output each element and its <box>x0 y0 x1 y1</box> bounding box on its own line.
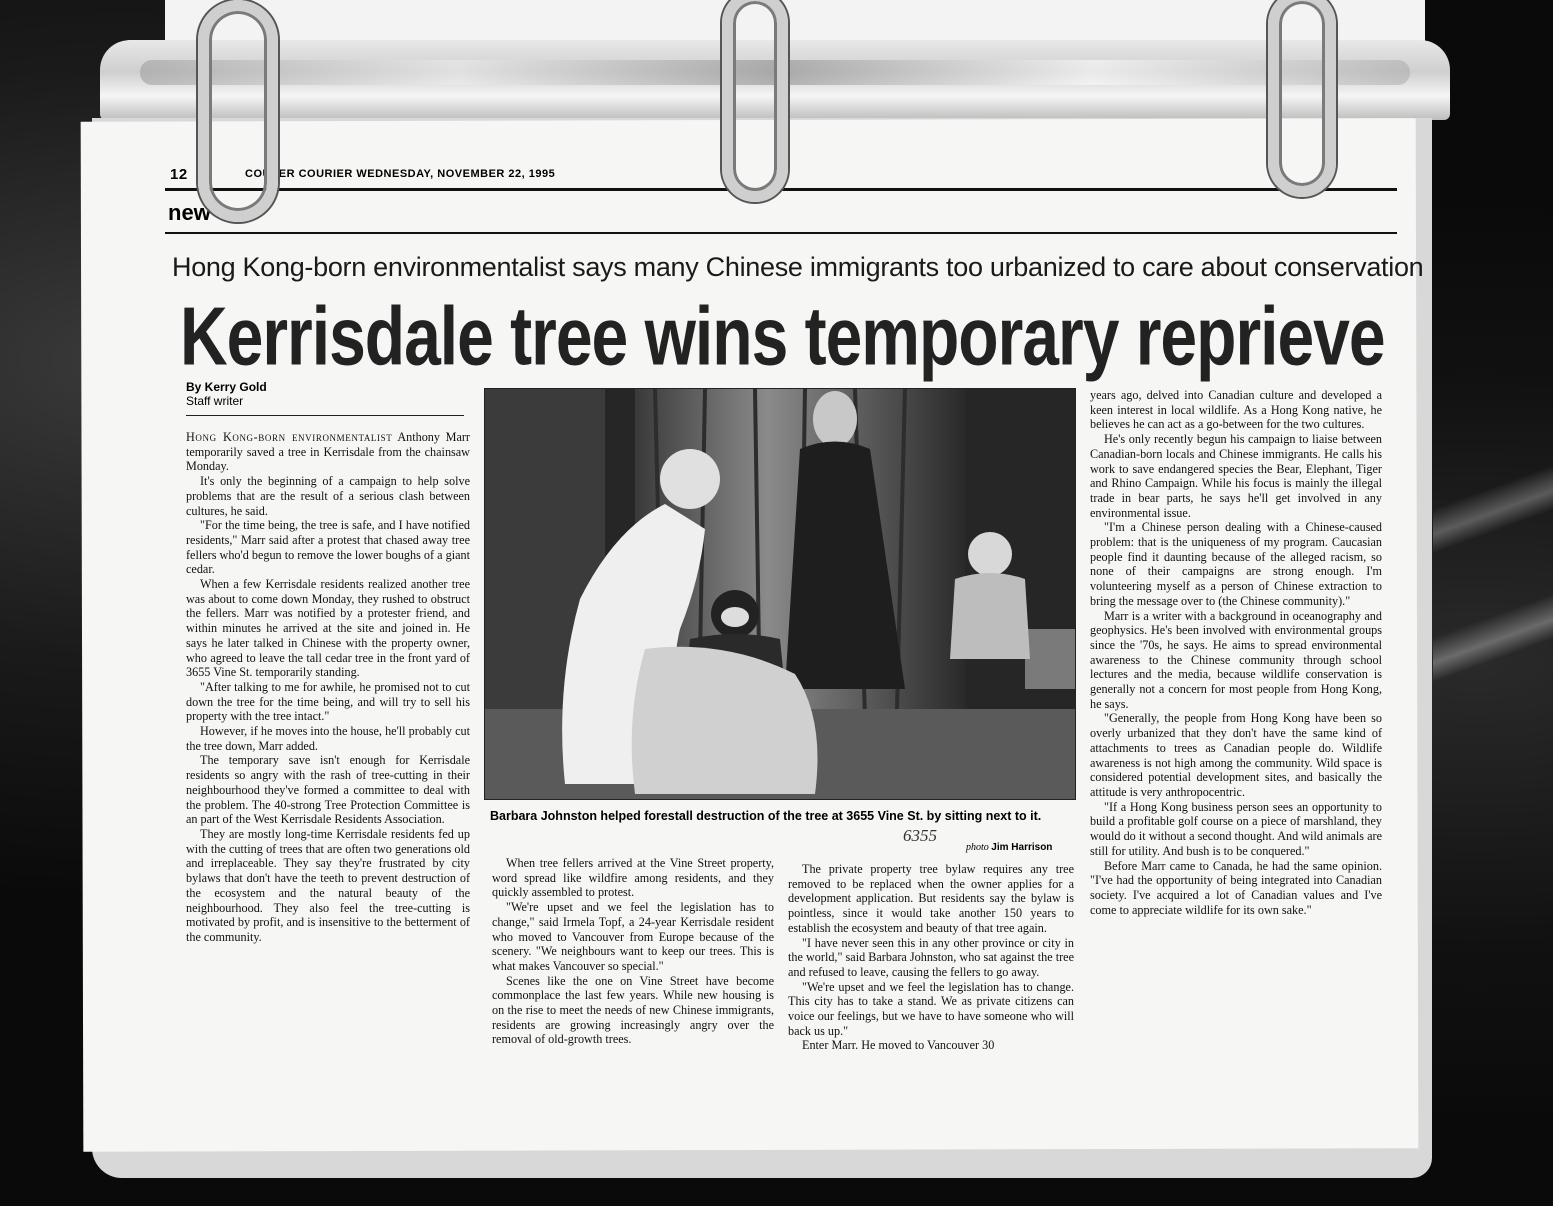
byline-rule <box>186 415 464 416</box>
article-column-3 <box>788 862 1074 1053</box>
binder-ring <box>1268 0 1336 197</box>
binder-ring <box>198 0 278 222</box>
byline <box>186 380 267 408</box>
paragraph: When a few Kerrisdale residents realized another tree was about to come down Monday, they rushed to obstruct the fellers. Marr was notified by a protester friend, and within minutes he arrived at the site and joined in. He says he later talked in Chinese with the property owner, who agreed to leave the tall cedar tree in the front yard of 3655 Vine St. temporarily standing. <box>186 577 470 680</box>
byline-author: By Kerry Gold <box>186 380 267 394</box>
paragraph: "After talking to me for awhile, he promised not to cut down the tree for the time being, and will try to sell his property with the tree intact." <box>186 679 470 724</box>
photo-credit-label: photo <box>966 842 989 853</box>
paragraph: "We're upset and we feel the legislation has to change. This city has to take a stand. We as private citizens can voice our feelings, but we have to have someone who will back us up." <box>788 979 1074 1038</box>
paragraph: Scenes like the one on Vine Street have become commonplace the last few years. While new housing is on the rise to meet the needs of new Chinese immigrants, residents are growing increasingly angry over the removal of old-growth trees. <box>492 973 774 1047</box>
paragraph: "We're upset and we feel the legislation has to change," said Irmela Topf, a 24-year Kerrisdale resident who moved to Vancouver from Europe because of the scenery. "We neighbours want to keep our trees. This is what makes Vancouver so special." <box>492 900 774 973</box>
paragraph: The temporary save isn't enough for Kerrisdale residents so angry with the rash of tree-cutting in their neighbourhood they've formed a committee to deal with the problem. The 40-strong Tree Protection Committee is an part of the West Kerrisdale Residents Association. <box>186 753 470 827</box>
article-column-1 <box>186 430 470 945</box>
deck-subhead: Hong Kong-born environmentalist says many Chinese immigrants too urbanized to care about conservation <box>172 252 1424 282</box>
paragraph: "For the time being, the tree is safe, and I have notified residents," Marr said after a protest that chased away tree fellers who'd begun to remove the lower boughs of a giant cedar. <box>186 518 470 577</box>
paragraph: "I have never seen this in any other province or city in the world," said Barbara Johnston, who sat against the tree and refused to leave, causing the fellers to go away. <box>788 935 1074 979</box>
photo-credit-name: Jim Harrison <box>991 842 1053 853</box>
photo-caption: Barbara Johnston helped forestall destruction of the tree at 3655 Vine St. by sitting next to it. <box>490 809 1042 823</box>
publication-dateline: COUVER COURIER WEDNESDAY, NOVEMBER 22, 1995 <box>245 168 556 180</box>
handwritten-correction: 6355 <box>903 826 937 845</box>
binder-ring <box>722 0 788 202</box>
lead-in: Hong Kong-born environmentalist <box>186 430 393 444</box>
photo-credit <box>966 842 1052 853</box>
section-rule <box>165 232 1397 234</box>
article-column-4 <box>1090 388 1382 917</box>
photo-illustration <box>485 389 1075 799</box>
paragraph: Before Marr came to Canada, he had the same opinion. "I've had the opportunity of being integrated into Canadian society. I've acquired a lot of Canadian values and I've come to appreciate wildlife for its own sake." <box>1090 858 1382 917</box>
lead-paragraph: Hong Kong-born environmentalist Anthony Marr temporarily saved a tree in Kerrisdale from the chainsaw Monday. <box>186 430 470 474</box>
paragraph: They are mostly long-time Kerrisdale residents fed up with the cutting of trees that are often two generations old and irreplaceable. They say they're frustrated by city bylaws that don't have the teeth to prevent destruction of the ecosystem and the natural beauty of the neighbourhood. They also feel the tree-cutting is motivated by profit, and is insensitive to the betterment of the community. <box>186 826 470 944</box>
paragraph: "If a Hong Kong business person sees an opportunity to build a profitable golf course on a piece of marshland, they would do it without a second thought. And wild animals are still for utility. And bush is to be conquered." <box>1090 799 1382 858</box>
paragraph: Marr is a writer with a background in oceanography and geophysics. He's been involved with environmental groups since the '70s, he says. He aims to spread environmental awareness to the Chinese community through school lectures and the media, because wildlife conservation is generally not a concern for most people from Hong Kong, he says. <box>1090 608 1382 711</box>
plant-leaves <box>1433 380 1553 980</box>
news-photo <box>484 388 1076 800</box>
paragraph: "Generally, the people from Hong Kong have been so overly urbanized that they don't have the same kind of attachments to trees as Canadian people do. Wildlife awareness is not high among the community. Wild space is considered potential development sites, and basically the attitude is very anthropocentric. <box>1090 711 1382 799</box>
article-column-2 <box>492 856 774 1047</box>
paragraph: It's only the beginning of a campaign to help solve problems that are the result of a serious clash between cultures, he said. <box>186 474 470 518</box>
paragraph: years ago, delved into Canadian culture and developed a keen interest in local wildlife. As a Hong Kong native, he believes he can act as a go-between for the two cultures. <box>1090 388 1382 432</box>
paragraph: When tree fellers arrived at the Vine Street property, word spread like wildfire among residents, and they quickly assembled to protest. <box>492 856 774 900</box>
headline: Kerrisdale tree wins temporary reprieve <box>180 289 1385 382</box>
top-binder-card <box>165 0 1425 44</box>
section-label: new <box>168 200 211 225</box>
paragraph: However, if he moves into the house, he'll probably cut the tree down, Marr added. <box>186 724 470 753</box>
paragraph: Enter Marr. He moved to Vancouver 30 <box>802 1038 995 1053</box>
byline-role: Staff writer <box>186 394 244 408</box>
paragraph: The private property tree bylaw requires any tree removed to be replaced when the owner applies for a development application. But residents say the bylaw is pointless, since it would take another 150 years to establish the ecosystem and beauty of that tree again. <box>788 862 1074 935</box>
paragraph: He's only recently begun his campaign to liaise between Canadian-born locals and Chinese immigrants. He calls his work to save endangered species the Bear, Elephant, Tiger and Rhino Campaign. While his focus is mainly the illegal trade in bear parts, he says he'll get involved in any environmental issue. <box>1090 432 1382 520</box>
paragraph: "I'm a Chinese person dealing with a Chinese-caused problem: that is the uniqueness of my program. Caucasian people find it daunting because of the alleged racism, so none of their campaigns are strong enough. I'm volunteering myself as a person of Chinese extraction to bring the message over to (the Chinese community)." <box>1090 520 1382 608</box>
page-number: 12 <box>170 166 188 183</box>
